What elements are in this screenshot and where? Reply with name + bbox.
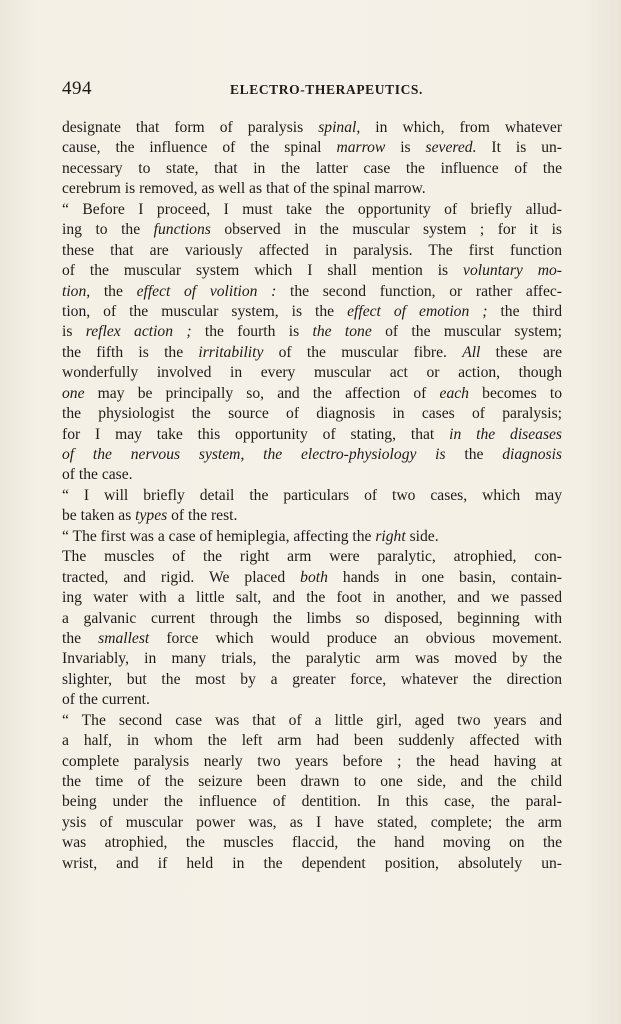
text-line [62, 506, 562, 526]
text-run: the time of the seizure been drawn to one side, and the child [62, 773, 562, 790]
text-run: becomes to [468, 384, 562, 402]
text-line [62, 813, 562, 833]
text-run: of the current. [62, 691, 150, 709]
text-line [62, 649, 562, 669]
italic-text: severed. [425, 139, 477, 157]
text-run: the fourth is [191, 323, 313, 341]
text-run: wrist, and if held in the dependent position, absolutely un- [62, 854, 562, 872]
italic-text: each [439, 384, 469, 402]
text-line [62, 833, 562, 853]
text-line [62, 772, 562, 792]
text-run: these that are variously affected in paralysis. The first function [62, 241, 562, 259]
italic-text: both [300, 568, 328, 586]
text-run: designate that form of paralysis [62, 119, 319, 136]
text-line [62, 159, 562, 179]
text-run: slighter, but the most by a greater force, whatever the direction [62, 670, 562, 688]
text-run: these are [480, 343, 562, 361]
text-run: the fifth is the [62, 343, 199, 361]
text-run: in which, from whatever [360, 119, 563, 136]
page-number: 494 [62, 78, 92, 99]
italic-text: right [375, 527, 406, 545]
text-line [62, 568, 562, 588]
italic-text: types [135, 507, 168, 525]
text-line [62, 282, 562, 302]
text-run: “ The second case was that of a little girl, aged two years and [62, 711, 562, 729]
text-line [62, 261, 562, 281]
text-run: “ I will briefly detail the particulars of two cases, which may [62, 486, 562, 504]
italic-text: tion, [62, 282, 91, 300]
text-run: ysis of muscular power was, as I have stated, complete; the arm [62, 813, 562, 831]
italic-text: effect of emotion ; [347, 302, 488, 320]
text-line [62, 609, 562, 629]
text-run: force which would produce an obvious movement. [149, 629, 562, 647]
text-line [62, 241, 562, 261]
text-run: being under the influence of dentition. In this case, the paral- [62, 793, 562, 811]
text-line [62, 690, 562, 710]
text-run: cerebrum is removed, as well as that of the spinal marrow. [62, 180, 426, 198]
text-line [62, 302, 562, 322]
text-run: The muscles of the right arm were paralytic, atrophied, con- [62, 548, 562, 566]
text-run: necessary to state, that in the latter case the influence of the [62, 159, 562, 177]
text-run: for I may take this opportunity of stating, that [62, 425, 450, 443]
italic-text: effect of volition : [136, 282, 277, 300]
text-line [62, 138, 562, 158]
text-run: was atrophied, the muscles flaccid, the hand moving on the [62, 834, 562, 852]
text-run: It is un- [476, 139, 562, 157]
text-line [62, 384, 562, 404]
text-line [62, 547, 562, 567]
text-run: “ Before I proceed, I must take the opportunity of briefly allud- [62, 200, 562, 218]
text-line [62, 404, 562, 424]
text-run: hands in one basin, contain- [327, 568, 562, 586]
text-run: cause, the influence of the spinal [62, 139, 337, 157]
text-run: a galvanic current through the limbs so disposed, beginning with [62, 609, 562, 627]
italic-text: irritability [198, 343, 264, 361]
italic-text: reflex action ; [85, 323, 192, 341]
text-run: “ The first was a case of hemiplegia, affecting the [62, 527, 376, 545]
text-run: the second function, or rather affec- [276, 282, 562, 300]
text-line [62, 670, 562, 690]
text-run: ing water with a little salt, and the foot in another, and we passed [62, 589, 562, 607]
text-line [62, 854, 562, 874]
italic-text: All [462, 343, 481, 361]
running-title: ELECTRO-THERAPEUTICS. [230, 82, 424, 97]
text-line [62, 445, 562, 465]
text-line [62, 731, 562, 751]
italic-text: in the diseases [449, 425, 563, 443]
page-header [62, 78, 562, 100]
italic-text: functions [153, 221, 211, 239]
italic-text: one [62, 384, 85, 402]
text-run: of the rest. [167, 507, 238, 525]
text-run: tion, of the muscular system, is the [62, 302, 348, 320]
text-run: is [62, 323, 86, 341]
text-run: of the case. [62, 466, 133, 484]
text-run: side. [405, 527, 439, 545]
text-line [62, 527, 562, 547]
text-line [62, 752, 562, 772]
text-line [62, 322, 562, 342]
text-run: the third [487, 302, 562, 320]
italic-text: voluntary mo- [463, 262, 562, 280]
text-run: observed in the muscular system ; for it is [210, 221, 562, 239]
text-line [62, 792, 562, 812]
body-text [62, 118, 562, 874]
text-line [62, 200, 562, 220]
text-run: wonderfully involved in every muscular act or action, though [62, 364, 562, 382]
text-run: be taken as [62, 507, 136, 525]
italic-text: diagnosis [502, 446, 562, 463]
italic-text: spinal, [318, 119, 361, 136]
text-line [62, 711, 562, 731]
text-line [62, 486, 562, 506]
text-line [62, 465, 562, 485]
italic-text: the tone [312, 323, 372, 341]
text-run: of the muscular fibre. [263, 343, 463, 361]
text-run: complete paralysis nearly two years before ; the head having at [62, 752, 562, 770]
text-run: tracted, and rigid. We placed [62, 568, 301, 586]
italic-text: smallest [98, 629, 150, 647]
italic-text: of the nervous system, the electro-physiology is [62, 446, 446, 463]
text-run: the [90, 282, 137, 300]
text-line [62, 629, 562, 649]
text-run: the physiologist the source of diagnosis in cases of paralysis; [62, 405, 562, 423]
text-run: Invariably, in many trials, the paralytic arm was moved by the [62, 650, 562, 668]
text-line [62, 118, 562, 138]
text-run: of the muscular system which I shall mention is [62, 262, 464, 280]
italic-text: marrow [336, 139, 386, 157]
text-run: a half, in whom the left arm had been suddenly affected with [62, 732, 562, 750]
text-run: may be principally so, and the affection of [84, 384, 440, 402]
text-line [62, 343, 562, 363]
text-line [62, 363, 562, 383]
text-run: the [62, 629, 99, 647]
text-run: ing to the [62, 221, 154, 239]
text-run: the [445, 446, 503, 463]
text-line [62, 588, 562, 608]
text-line [62, 179, 562, 199]
text-run: is [385, 139, 426, 157]
text-line [62, 220, 562, 240]
text-line [62, 425, 562, 445]
text-run: of the muscular system; [371, 323, 562, 341]
